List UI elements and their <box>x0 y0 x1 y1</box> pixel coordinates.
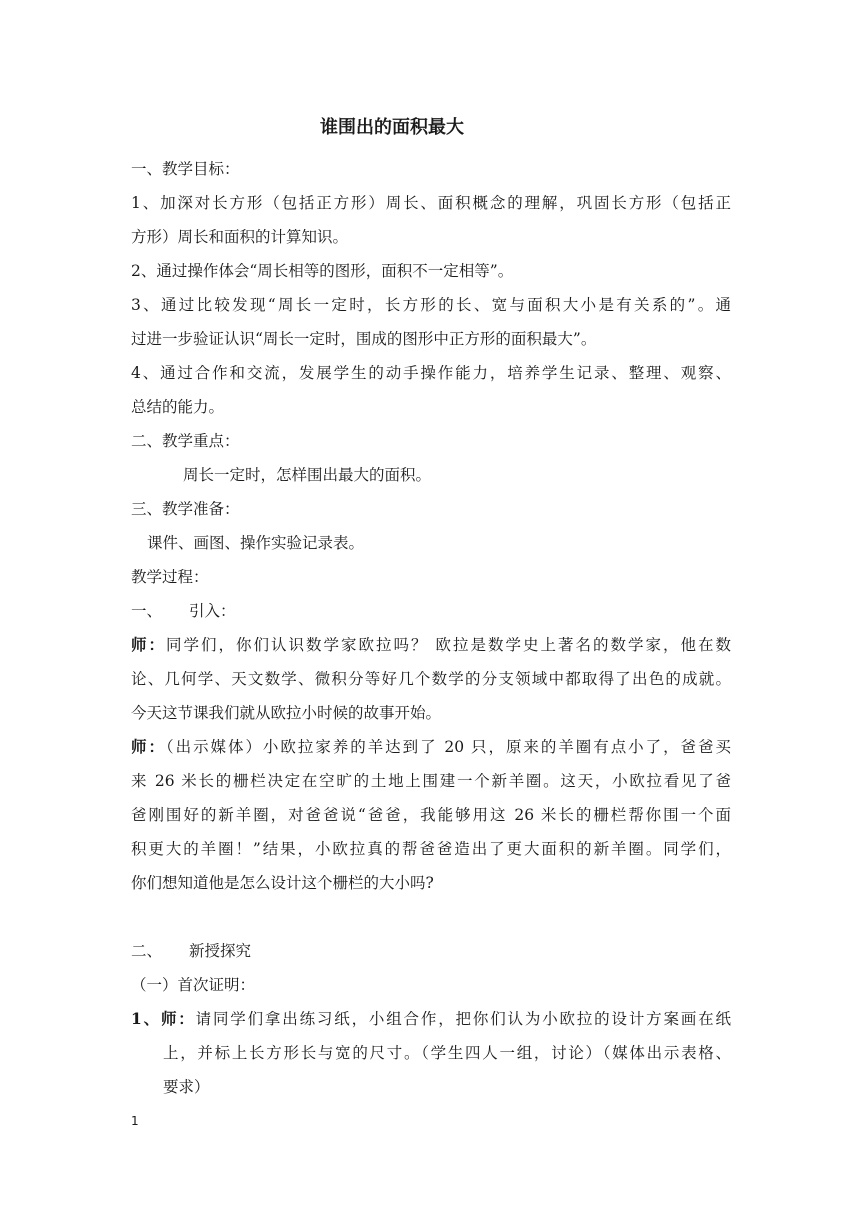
objective-4-line-1: 4、通过合作和交流，发展学生的动手操作能力，培养学生记录、整理、观察、 <box>131 364 731 382</box>
objective-3-line-1: 3、通过比较发现“周长一定时，长方形的长、宽与面积大小是有关系的”。通 <box>131 296 731 314</box>
section-heading-preparation: 三、教学准备： <box>131 500 240 518</box>
task-1-line-3: 要求） <box>163 1078 210 1096</box>
step-2-label: 新授探究 <box>189 942 252 960</box>
teacher-label: 师： <box>131 737 166 756</box>
objective-1-line-2: 方形）周长和面积的计算知识。 <box>131 228 349 246</box>
intro-text-1: 同学们，你们认识数学家欧拉吗？ 欧拉是数学史上著名的数学家，他在数 <box>166 636 731 654</box>
document-body <box>131 152 731 1104</box>
story-paragraph-line-1 <box>131 730 731 764</box>
preparation-text: 课件、画图、操作实验记录表。 <box>147 534 365 552</box>
document-title: 谁围出的面积最大 <box>320 117 464 138</box>
story-paragraph-line-5: 你们想知道他是怎么设计这个栅栏的大小吗? <box>131 874 434 892</box>
story-paragraph-line-4: 积更大的羊圈！”结果，小欧拉真的帮爸爸造出了更大面积的新羊圈。同学们， <box>131 840 731 858</box>
intro-paragraph-line-1 <box>131 628 731 662</box>
blank-line <box>131 900 731 934</box>
page-number: 1 <box>131 1114 139 1128</box>
objective-3-line-2: 过进一步验证认识“周长一定时，围成的图形中正方形的面积最大”。 <box>131 330 597 348</box>
teacher-label: 师： <box>131 635 167 654</box>
objective-2: 2、通过操作体会“周长相等的图形，面积不一定相等”。 <box>131 262 514 280</box>
step-2-number: 二、 <box>131 942 163 960</box>
objective-1-line-1: 1、加深对长方形（包括正方形）周长、面积概念的理解，巩固长方形（包括正 <box>131 194 731 212</box>
intro-paragraph-line-3: 今天这节课我们就从欧拉小时候的故事开始。 <box>131 704 442 722</box>
subsection-first-proof: （一）首次证明： <box>131 976 256 994</box>
section-heading-key-point: 二、教学重点： <box>131 432 240 450</box>
task-1-text: 请同学们拿出练习纸，小组合作，把你们认为小欧拉的设计方案画在纸 <box>195 1010 731 1028</box>
intro-paragraph-line-2: 论、几何学、天文数学、微积分等好几个数学的分支领域中都取得了出色的成就。 <box>131 670 731 688</box>
section-heading-process: 教学过程： <box>131 568 209 586</box>
story-paragraph-line-2: 来 26 米长的栅栏决定在空旷的土地上围建一个新羊圈。这天，小欧拉看见了爸 <box>131 772 731 790</box>
step-1-number: 一、 <box>131 602 163 620</box>
step-1-label: 引入： <box>189 602 236 620</box>
task-1-label: 1、师： <box>131 1009 196 1028</box>
task-1-line-2: 上，并标上长方形长与宽的尺寸。（学生四人一组，讨论）（媒体出示表格、 <box>163 1044 731 1062</box>
task-1-line-1 <box>131 1002 731 1036</box>
story-text-1: （出示媒体）小欧拉家养的羊达到了 20 只，原来的羊圈有点小了，爸爸买 <box>165 738 731 756</box>
step-2-heading <box>131 934 731 968</box>
objective-4-line-2: 总结的能力。 <box>131 398 225 416</box>
section-heading-objectives: 一、教学目标： <box>131 160 240 178</box>
story-paragraph-line-3: 爸刚围好的新羊圈，对爸爸说“爸爸，我能够用这 26 米长的栅栏帮你围一个面 <box>131 806 731 824</box>
key-point-text: 周长一定时，怎样围出最大的面积。 <box>183 466 432 484</box>
step-1-heading <box>131 594 731 628</box>
